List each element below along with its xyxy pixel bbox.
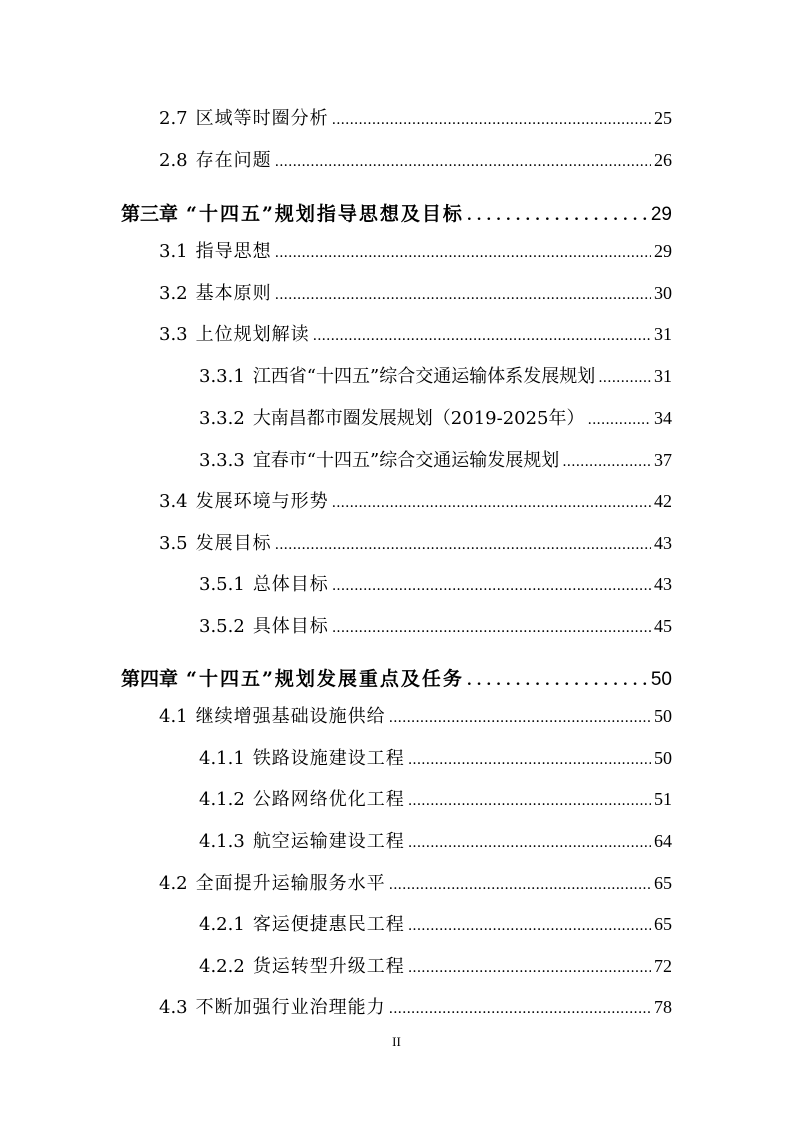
toc-page-number: 51 <box>654 789 672 809</box>
toc-title: 上位规划解读 <box>195 324 310 345</box>
dot-leader <box>467 203 648 225</box>
toc-number: 2.8 <box>159 150 188 171</box>
toc-entry-4-1-3[interactable] <box>199 827 672 853</box>
toc-page-number: 64 <box>654 831 672 851</box>
dot-leader <box>332 491 651 512</box>
toc-entry-4-1-2[interactable] <box>199 785 672 811</box>
toc-title: 不断加强行业治理能力 <box>195 997 386 1018</box>
dot-leader <box>389 873 651 894</box>
toc-entry-3-5-2[interactable] <box>199 612 672 638</box>
toc-page-number: 25 <box>654 108 672 128</box>
toc-number: 3.5.2 <box>199 616 245 637</box>
dot-leader <box>275 150 651 171</box>
dot-leader <box>275 241 651 262</box>
toc-title: 继续增强基础设施供给 <box>195 706 386 727</box>
toc-page-number: 30 <box>654 283 672 303</box>
toc-number: 2.7 <box>159 108 188 129</box>
toc-number: 4.1.2 <box>199 789 245 810</box>
toc-chapter-title: “十四五”规划发展重点及任务 <box>186 668 464 690</box>
toc-number: 3.3.1 <box>199 366 245 387</box>
dot-leader <box>408 748 651 769</box>
toc-page-number: 31 <box>654 366 672 386</box>
toc-entry-4-1[interactable] <box>159 702 672 728</box>
dot-leader <box>598 366 651 387</box>
toc-page-number: 78 <box>654 997 672 1017</box>
toc-chapter-4[interactable] <box>121 664 672 691</box>
toc-chapter-number: 第三章 <box>121 203 179 225</box>
toc-entry-3-5[interactable] <box>159 529 672 555</box>
toc-entry-4-1-1[interactable] <box>199 744 672 770</box>
toc-number: 4.1.3 <box>199 831 245 852</box>
toc-page-number: 29 <box>654 241 672 261</box>
toc-entry-4-2-1[interactable] <box>199 910 672 936</box>
toc-page-number: 72 <box>654 956 672 976</box>
toc-chapter-number: 第四章 <box>121 668 179 690</box>
dot-leader <box>588 408 651 429</box>
toc-page-number: 34 <box>654 408 672 428</box>
toc-number: 3.1 <box>159 241 188 262</box>
toc-title: 客运便捷惠民工程 <box>252 914 405 935</box>
toc-number: 3.5 <box>159 533 188 554</box>
toc-entry-3-5-1[interactable] <box>199 570 672 596</box>
toc-title: 存在问题 <box>195 150 272 171</box>
toc-title: 大南昌都市圈发展规划（2019-2025年） <box>252 408 585 429</box>
toc-page-number: 37 <box>654 450 672 470</box>
dot-leader <box>332 574 651 595</box>
toc-page-number: 50 <box>654 748 672 768</box>
toc-title: 基本原则 <box>195 283 272 304</box>
dot-leader <box>408 956 651 977</box>
toc-number: 3.2 <box>159 283 188 304</box>
toc-number: 4.1 <box>159 706 188 727</box>
dot-leader <box>332 108 651 129</box>
dot-leader <box>275 283 651 304</box>
dot-leader <box>467 668 648 690</box>
toc-entry-3-4[interactable] <box>159 487 672 513</box>
toc-number: 4.2.2 <box>199 956 245 977</box>
dot-leader <box>275 533 651 554</box>
toc-number: 3.5.1 <box>199 574 245 595</box>
toc-entry-3-3-1[interactable] <box>199 362 672 388</box>
toc-entry-4-3[interactable] <box>159 993 672 1019</box>
toc-page-number: 42 <box>654 491 672 511</box>
toc-entry-3-3[interactable] <box>159 320 672 346</box>
toc-title: 江西省“十四五”综合交通运输体系发展规划 <box>252 366 596 387</box>
toc-title: 发展环境与形势 <box>195 491 329 512</box>
toc-page-number: 29 <box>650 204 672 225</box>
toc-chapter-3[interactable] <box>121 199 672 226</box>
dot-leader <box>332 616 651 637</box>
toc-number: 4.2 <box>159 873 188 894</box>
toc-title: 全面提升运输服务水平 <box>195 873 386 894</box>
toc-page-number: 43 <box>654 533 672 553</box>
toc-entry-3-3-2[interactable] <box>199 404 672 430</box>
toc-number: 3.3.3 <box>199 450 245 471</box>
toc-page-number: 43 <box>654 574 672 594</box>
toc-page-number: 31 <box>654 324 672 344</box>
toc-entry-2-7[interactable] <box>159 104 672 130</box>
toc-title: 指导思想 <box>195 241 272 262</box>
toc-title: 公路网络优化工程 <box>252 789 405 810</box>
toc-number: 4.2.1 <box>199 914 245 935</box>
toc-title: 宜春市“十四五”综合交通运输发展规划 <box>252 450 560 471</box>
toc-entry-4-2[interactable] <box>159 869 672 895</box>
toc-number: 3.3.2 <box>199 408 245 429</box>
toc-entry-2-8[interactable] <box>159 146 672 172</box>
toc-title: 铁路设施建设工程 <box>252 748 405 769</box>
toc-title: 航空运输建设工程 <box>252 831 405 852</box>
toc-title: 区域等时圈分析 <box>195 108 329 129</box>
toc-page-number: 45 <box>654 616 672 636</box>
toc-number: 4.3 <box>159 997 188 1018</box>
toc-title: 货运转型升级工程 <box>252 956 405 977</box>
toc-chapter-title: “十四五”规划指导思想及目标 <box>186 203 464 225</box>
dot-leader <box>562 450 651 471</box>
dot-leader <box>313 324 651 345</box>
toc-title: 具体目标 <box>252 616 329 637</box>
dot-leader <box>389 997 651 1018</box>
toc-entry-3-1[interactable] <box>159 237 672 263</box>
toc-page-number: 65 <box>654 914 672 934</box>
dot-leader <box>408 914 651 935</box>
dot-leader <box>408 831 651 852</box>
toc-page-number: 26 <box>654 150 672 170</box>
toc-title: 发展目标 <box>195 533 272 554</box>
dot-leader <box>408 789 651 810</box>
toc-page-number: 65 <box>654 873 672 893</box>
toc-title: 总体目标 <box>252 574 329 595</box>
footer-page-number: II <box>392 1034 401 1049</box>
toc-entry-3-3-3[interactable] <box>199 446 672 472</box>
toc-number: 3.4 <box>159 491 188 512</box>
toc-page-number: 50 <box>650 669 672 690</box>
toc-number: 3.3 <box>159 324 188 345</box>
toc-page-number: 50 <box>654 706 672 726</box>
toc-entry-3-2[interactable] <box>159 279 672 305</box>
dot-leader <box>389 706 651 727</box>
toc-entry-4-2-2[interactable] <box>199 952 672 978</box>
toc-number: 4.1.1 <box>199 748 245 769</box>
